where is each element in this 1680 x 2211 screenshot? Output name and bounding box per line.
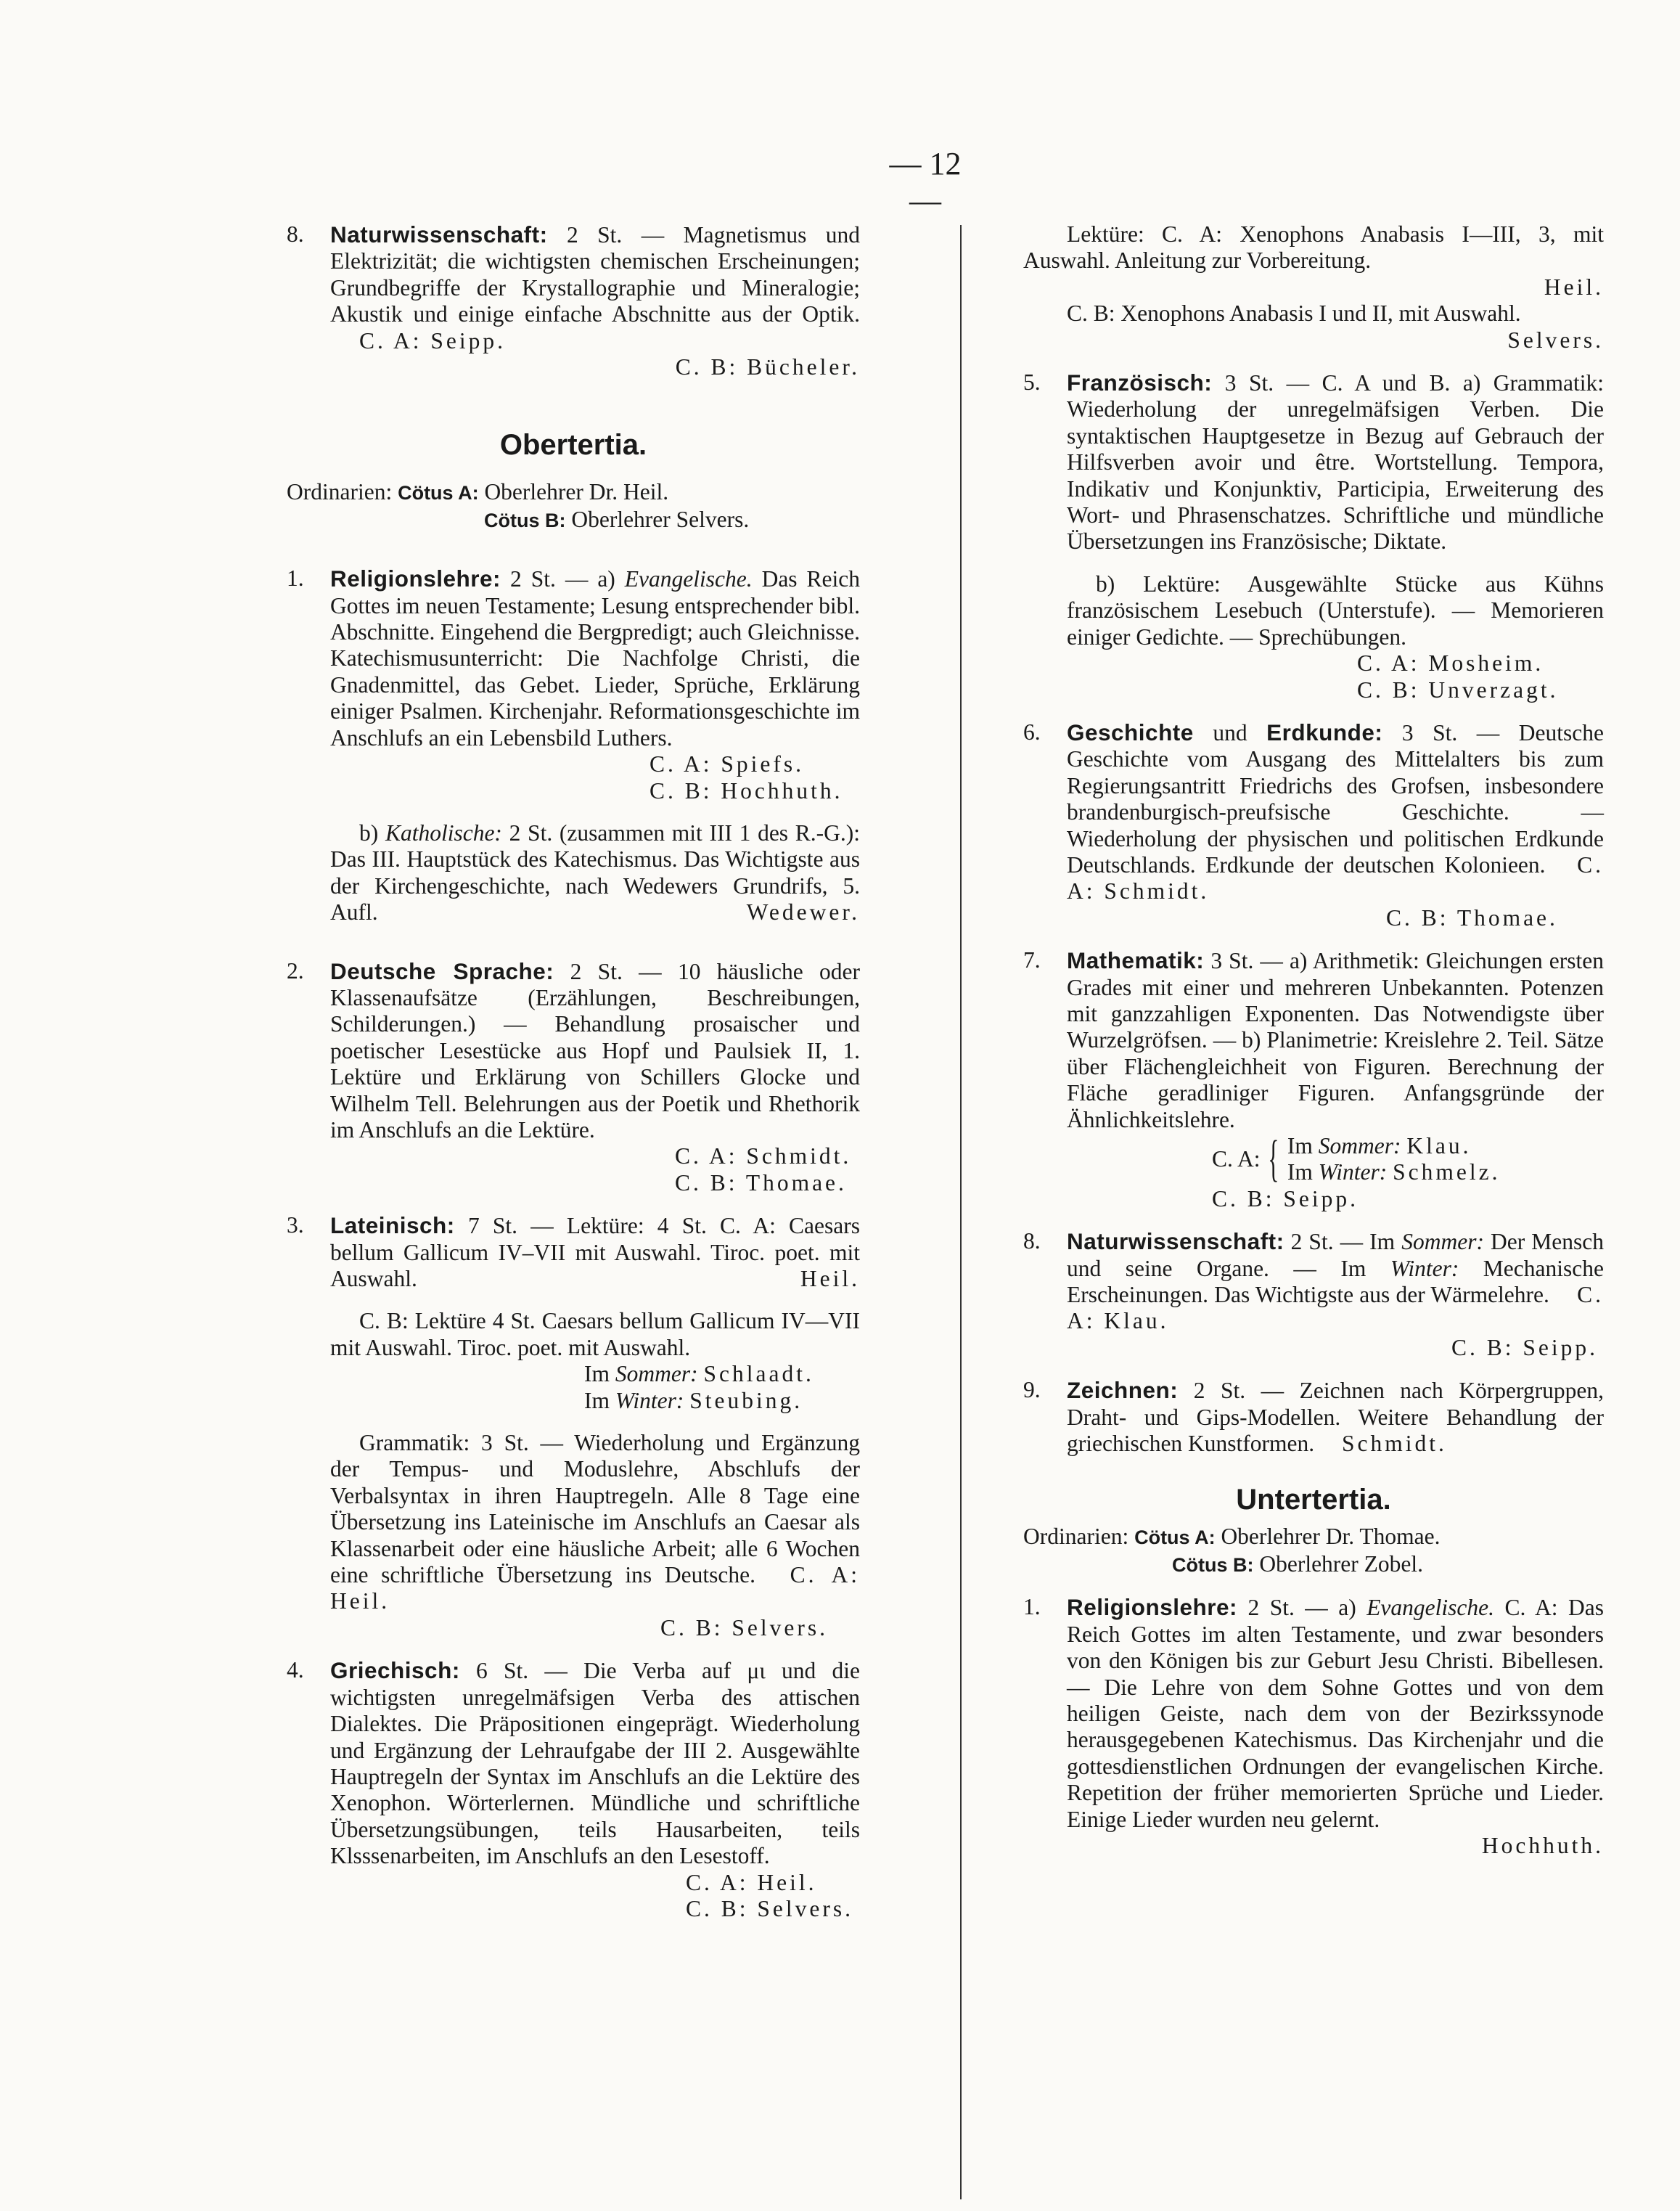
subject-title-2: Erdkunde: <box>1266 719 1383 745</box>
latein-cotus-b <box>287 1308 860 1361</box>
section-mathematik <box>1023 947 1604 1212</box>
subject-title: Geschichte <box>1067 719 1194 745</box>
subject-title: Lateinisch: <box>330 1212 455 1239</box>
subject-mid: Der Mensch und seine Organe. — Im <box>1067 1229 1605 1281</box>
subject-text: C. A: Das Reich Gottes im alten Testamente, und zwar besonders von den Königen bis zur Geburt Jesu Christi. Bibellesen. — Die Lehre von dem Sohne Gottes und von dem heiligen Geiste, nach dem von der Bezirkssynode herausgegebenen Katechismus. Das Kirchenjahr und die gottesdienstlichen Ordnungen der evangelischen Kirche. Repetition der früher memorierten Sprüche und Lieder. Einige Lieder wurden neu gelernt. <box>1067 1595 1604 1832</box>
item-number: 4. <box>287 1657 304 1683</box>
teacher-ca: C. A: Heil. <box>686 1869 817 1895</box>
cotus-b-label: Cötus B: <box>484 509 566 531</box>
item-number: 8. <box>287 221 304 247</box>
winter-label: Winter: <box>1318 1159 1388 1185</box>
cotus-a-label: Cötus A: <box>398 482 479 504</box>
teacher: Wedewer. <box>746 899 860 925</box>
item-number: 9. <box>1023 1377 1041 1403</box>
latein-summer-teacher <box>287 1361 860 1387</box>
cotus-a-teacher: Oberlehrer Dr. Heil. <box>484 479 669 505</box>
item-number: 8. <box>1023 1228 1041 1254</box>
section-griechisch <box>287 1657 860 1922</box>
im-label: Im <box>584 1361 610 1387</box>
subject-title: Naturwissenschaft: <box>1067 1228 1284 1255</box>
latein-grammatik <box>287 1430 860 1641</box>
teacher-ca: Heil. <box>800 1266 860 1291</box>
subject-text: Grammatik: 3 St. — Wiederholung und Ergänzung der Tempus- und Moduslehre, Abschlufs der Verbalsyntax in ihren Hauptregeln. Alle 8 Tage eine Übersetzung ins Lateinische im Anschlufs an Caesar als Klassenarbeit oder eine häusliche Arbeit; alle 6 Wochen eine schriftliche Übersetzung ins Deutsche. <box>330 1430 860 1588</box>
section-naturwissenschaft-untersekunda <box>287 221 860 380</box>
teacher: Schmidt. <box>1342 1431 1447 1457</box>
subject-text: C. B: Lektüre 4 St. Caesars bellum Gallicum IV—VII mit Auswahl. Tiroc. poet. mit Auswahl. <box>330 1308 860 1360</box>
item-number: 1. <box>287 565 304 592</box>
evangelisch-label: Evangelische. <box>1366 1595 1494 1621</box>
im-label: Im <box>584 1387 610 1413</box>
item-number: 1. <box>1023 1594 1041 1620</box>
conjunction: und <box>1193 719 1267 745</box>
im-label: Im <box>1287 1133 1313 1158</box>
teacher-stack <box>1287 1133 1501 1186</box>
im-label: Im <box>1287 1159 1313 1185</box>
teacher: Schlaadt. <box>703 1361 814 1387</box>
winter-label: Winter: <box>615 1387 684 1413</box>
cotus-a-teacher: Oberlehrer Dr. Thomae. <box>1221 1524 1441 1550</box>
section-heading-obertertia: Obertertia. <box>499 429 647 462</box>
ordinarien-label: Ordinarien: <box>1023 1524 1129 1550</box>
cotus-b-teacher: Oberlehrer Selvers. <box>571 506 750 532</box>
subject-title: Religionslehre: <box>1067 1594 1238 1621</box>
subject-text: 6 St. — Die Verba auf μι und die wichtigsten unregelmäfsigen Verba des attischen Dialektes. Die Präpositionen eingeprägt. Wiederholung und Ergänzung der Lehraufgabe der III 2. Ausgewählte Hauptregeln der Syntax im Anschlufs an die Lektüre des Xenophon. Wörterlernen. Mündliche und schriftliche Übersetzungsübungen, teils Hausarbeiten, teils Klsssenarbeiten, im Anschlufs an den Lesestoff. <box>330 1658 860 1869</box>
subject-title: Religionslehre: <box>330 565 501 592</box>
latein-winter-teacher <box>287 1388 860 1414</box>
sub-label: b) <box>359 820 385 846</box>
subject-title: Naturwissenschaft: <box>330 221 548 248</box>
religion-katholisch <box>287 820 860 926</box>
cotus-b-label: Cötus B: <box>1172 1553 1254 1576</box>
teacher: Hochhuth. <box>1481 1832 1604 1858</box>
subject-text: 2 St. — 10 häusliche oder Klassenaufsätze (Erzählungen, Beschreibungen, Schilderungen.) — Behandlung prosaischer und poetischer Lesestücke aus Hopf und Paulsiek II, 1. Lektüre und Erklärung von Schillers Glocke und Wilhelm Tell. Belehrungen aus der Poetik und Rhethorik im Anschlufs an die Lektüre. <box>330 958 860 1143</box>
teacher-cb: C. B: Seipp. <box>1451 1334 1599 1360</box>
teacher-ca: C. A: Spiefs. <box>650 751 805 777</box>
left-column <box>287 221 860 1922</box>
section-religionslehre <box>287 565 860 804</box>
teacher-ca: Heil. <box>1544 274 1604 300</box>
teacher-ca: C. A: Schmidt. <box>675 1143 852 1169</box>
item-number: 2. <box>287 957 304 984</box>
item-number: 3. <box>287 1212 304 1238</box>
right-column <box>1023 221 1604 1859</box>
section-geschichte-erdkunde <box>1023 719 1604 931</box>
evangelisch-label: Evangelische. <box>624 566 753 592</box>
cotus-b-teacher: Oberlehrer Zobel. <box>1259 1550 1423 1577</box>
subject-text: 2 St. — Zeichnen nach Körpergruppen, Draht- und Gips-Modellen. Weitere Behandlung der griechischen Kunstformen. <box>1067 1378 1604 1457</box>
cotus-a-label: C. A: <box>1212 1146 1261 1172</box>
teacher: Steubing. <box>689 1387 803 1413</box>
teacher-cb: C. B: Seipp. <box>1212 1185 1359 1211</box>
subject-text: 2 St. (zusammen mit III 1 des R.-G.): Das III. Hauptstück des Katechismus. Das Wichtigste aus der Kirchengeschichte, nach Wedewers Grundrifs, 5. Aufl. <box>330 820 860 925</box>
sommer-label: Sommer: <box>1401 1229 1484 1255</box>
franzoesisch-lektuere <box>1023 571 1604 703</box>
griechisch-cotus-b <box>1023 301 1604 353</box>
teacher-ca: C. A: Seipp. <box>359 327 507 353</box>
section-zeichnen <box>1023 1377 1604 1457</box>
teacher-cb: C. B: Hochhuth. <box>650 777 843 804</box>
teacher-cb: C. B: Selvers. <box>660 1614 829 1640</box>
ordinarien-block <box>1023 1524 1604 1578</box>
item-number: 6. <box>1023 719 1041 745</box>
sommer-label: Sommer: <box>615 1361 698 1387</box>
subject-text: 3 St. — Deutsche Geschichte vom Ausgang des Mittelalters bis zum Regierungsantritt Friedrichs des Grofsen, insbesondere brandenburgisch-preufsische Geschichte. — Wiederholung der physischen und politischen Erdkunde Deutschlands. Erdkunde der deutschen Kolonieen. <box>1067 719 1604 878</box>
ordinarien-label: Ordinarien: <box>287 479 393 505</box>
mathe-teachers <box>1067 1133 1604 1186</box>
katholisch-label: Katholische: <box>385 820 502 846</box>
teacher-ca: C. A: Schmidt. <box>1067 851 1604 904</box>
subject-text: b) Lektüre: Ausgewählte Stücke aus Kühns französischem Lesebuch (Unterstufe). — Memorieren einiger Gedichte. — Sprechübungen. <box>1067 571 1604 650</box>
subject-text: 2 St. — Magnetismus und Elektrizität; die wichtigsten chemischen Erscheinungen; Grundbegriffe der Krystallographie und Mineralogie; Akustik und einige einfache Abschnitte aus der Optik. <box>330 222 860 327</box>
teacher-cb: C. B: Thomae. <box>1386 904 1558 931</box>
subject-text: C. B: Xenophons Anabasis I und II, mit Auswahl. <box>1067 301 1521 327</box>
section-religionslehre-untertertia <box>1023 1594 1604 1859</box>
section-deutsche-sprache <box>287 958 860 1197</box>
column-divider <box>960 225 962 2199</box>
cotus-a-label: Cötus A: <box>1134 1527 1216 1549</box>
subject-title: Deutsche Sprache: <box>330 957 554 984</box>
winter-label: Winter: <box>1390 1255 1459 1281</box>
teacher-cb: C. B: Unverzagt. <box>1357 677 1559 703</box>
subject-title: Mathematik: <box>1067 947 1205 974</box>
subject-text: 3 St. — C. A und B. a) Grammatik: Wiederholung der unregelmäfsigen Verben. Die syntaktischen Hauptgesetze in Bezug auf Gebrauch der Hilfsverben avoir und être. Wortstellung. Tempora, Indikativ und Konjunktiv, Participia, Erweiterung des Wort- und Phrasenschatzes. Schriftliche und mündliche Übersetzungen ins Französische; Diktate. <box>1067 370 1604 555</box>
teacher-ca: C. A: Mosheim. <box>1357 650 1544 677</box>
subject-text: Mechanische Erscheinungen. Das Wichtigste aus der Wärmelehre. <box>1067 1255 1604 1308</box>
section-naturwissenschaft <box>1023 1228 1604 1361</box>
subject-text: Lektüre: C. A: Xenophons Anabasis I—III, 3, mit Auswahl. Anleitung zur Vorbereitung. <box>1023 221 1604 274</box>
subject-text: 7 St. — Lektüre: 4 St. C. A: Caesars bellum Gallicum IV–VII mit Auswahl. Tiroc. poet. mit Auswahl. <box>330 1213 860 1291</box>
page-number: — 12 — <box>889 146 962 218</box>
subject-lead: 2 St. — Im <box>1284 1229 1402 1255</box>
subject-title: Französisch: <box>1067 369 1213 396</box>
teacher: Klau. <box>1406 1133 1472 1158</box>
teacher-cb: C. B: Thomae. <box>675 1169 847 1196</box>
brace-icon: { <box>1268 1131 1279 1188</box>
subject-text: 3 St. — a) Arithmetik: Gleichungen ersten Grades mit einer und mehreren Unbekannten. Potenzen mit ganzzahligen Exponenten. Das Notwendigste über Wurzelgröfsen. — b) Planimetrie: Kreislehre 2. Teil. Sätze über Flächengleichheit von Figuren. Berechnung der Fläche geradliniger Figuren. Anfangsgründe der Ähnlichkeitslehre. <box>1067 948 1604 1132</box>
section-lateinisch <box>287 1212 860 1292</box>
teacher-ca: C. A: Klau. <box>1067 1282 1604 1334</box>
sommer-label: Sommer: <box>1318 1133 1401 1158</box>
subject-title: Zeichnen: <box>1067 1377 1179 1404</box>
teacher: Schmelz. <box>1393 1159 1501 1185</box>
subject-title: Griechisch: <box>330 1657 460 1684</box>
item-number: 7. <box>1023 947 1041 973</box>
griechisch-lektuere <box>1023 221 1604 301</box>
teacher-cb: C. B: Bücheler. <box>675 354 860 380</box>
teacher-cb: C. B: Selvers. <box>686 1895 854 1921</box>
section-franzoesisch <box>1023 369 1604 555</box>
section-heading-untertertia: Untertertia. <box>1236 1484 1391 1516</box>
teacher-ca: C. A: Heil. <box>330 1562 860 1614</box>
teacher-cb: Selvers. <box>1507 327 1604 353</box>
subject-lead: 2 St. — a) <box>501 566 625 592</box>
ordinarien-block <box>287 479 860 534</box>
subject-text: Das Reich Gottes im neuen Testamente; Lesung entsprechender bibl. Abschnitte. Eingehend die Bergpredigt; auch Gleichnisse. Katechismusunterricht: Die Nachfolge Christi, die Gnadenmittel, das Gebet. Lieder, Sprüche, Erklärung einiger Psalmen. Kirchenjahr. Reformationsgeschichte im Anschlufs an ein Lebensbild Luthers. <box>330 566 860 751</box>
subject-lead: 2 St. — a) <box>1237 1595 1367 1621</box>
item-number: 5. <box>1023 369 1041 396</box>
